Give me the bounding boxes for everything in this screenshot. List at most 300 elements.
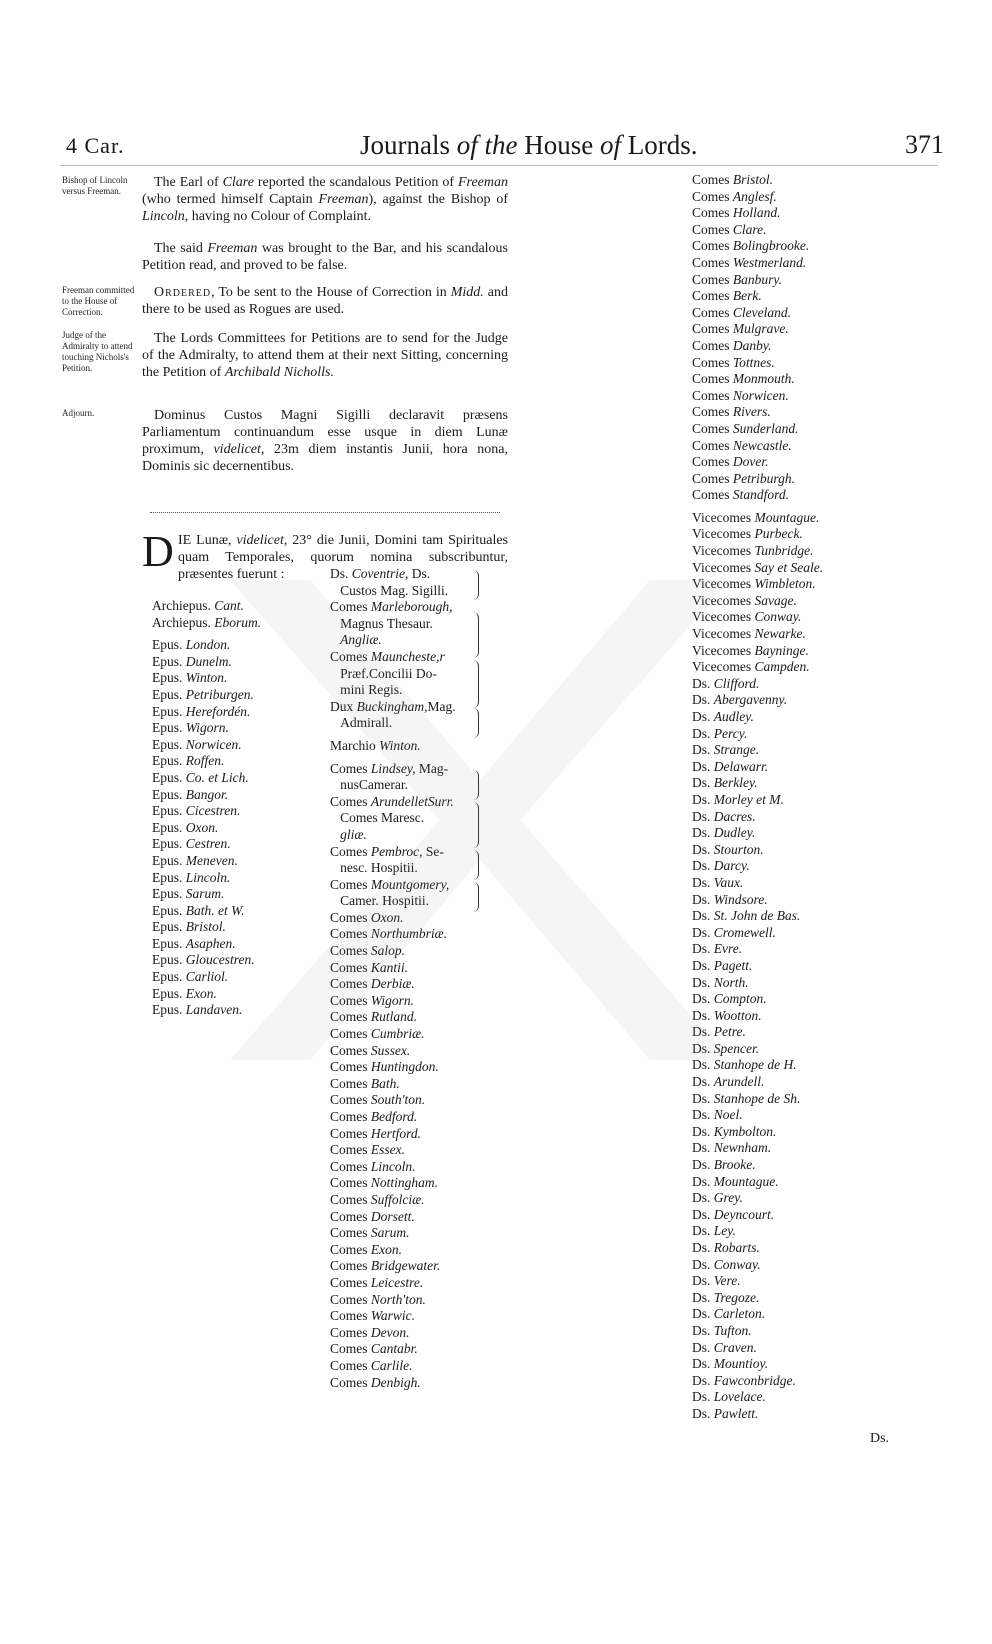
italic-run: Archibald Nicholls. [224,365,334,380]
peer-name: Stourton. [713,841,764,857]
peer-name: Angliæ. [340,632,382,648]
list-item [692,255,823,272]
list-item [330,1159,456,1176]
peer-name: Arundell. [713,1074,765,1090]
peer-name: Rivers. [732,404,771,420]
peer-title: Comes [330,1109,371,1124]
peer-title: Comes [330,1059,371,1075]
list-item [152,687,261,704]
list-item [330,1192,456,1209]
peer-title: Ds. [692,825,714,841]
peer-name: Dover. [732,454,769,470]
peer-name: Bath. [370,1075,400,1091]
peer-name: Bristol. [732,172,774,187]
peer-title: Marchio [330,737,380,753]
peer-name: gliæ. [340,826,367,842]
peer-title [330,827,340,842]
peer-name: Marleborough, [370,599,453,615]
peer-name: Vaux. [713,874,744,890]
peer-title: Comes [692,304,733,320]
peer-title: Vicecomes [692,509,755,525]
peer-name: Bangor. [185,786,229,802]
list-item [692,205,823,222]
list-item [692,189,823,206]
bishops-column [152,598,261,1019]
peer-name: Huntingdon. [370,1059,439,1075]
peer-title [330,583,340,598]
peer-title: Ds. [692,941,714,957]
peer-name: Asaphen. [185,935,236,951]
peer-name: Gloucestren. [185,952,255,968]
peer-name: Bolingbrooke. [732,238,810,254]
peer-title: Ds. [692,692,714,708]
list-item [692,1389,823,1406]
peer-name: Coventrie, [351,566,409,581]
peer-title: Ds. [692,891,714,907]
list-item [330,893,456,910]
text-run: IE Lunæ, [178,533,237,548]
peer-title: Comes [330,1042,371,1058]
peer-name: Darcy. [713,858,750,874]
peer-title: Ds. [692,1024,714,1040]
paragraph [142,330,508,381]
peer-title: Comes [692,337,733,353]
peer-name: Savage. [754,592,797,608]
peer-name: Wootton. [713,1007,762,1023]
list-item [152,787,261,804]
peer-name: Nottingham. [370,1175,439,1191]
peer-title: Comes [330,1009,371,1025]
list-item [330,1092,456,1109]
peer-title: Comes [330,959,371,975]
peer-title: Ds. [692,924,714,940]
peer-title: Epus. [152,952,186,968]
peer-title: Ds. [692,1389,714,1405]
peer-name: Wigorn. [185,720,229,736]
peer-name: Clifford. [713,675,760,691]
italic-run: videlicet, [236,533,288,548]
list-item [330,666,456,683]
peer-office: nesc. Hospitii. [340,860,418,876]
italic-run: Freeman [457,175,508,190]
list-item [692,593,823,610]
list-item [152,720,261,737]
list-item [692,958,823,975]
peer-title: Comes [692,470,733,486]
peer-name: London. [185,637,231,653]
list-item [692,792,823,809]
peer-title: Comes [330,760,371,776]
peer-name: Sarum. [370,1225,410,1241]
peer-title: Comes [330,1374,371,1390]
text-run: Dominus Custos Magni Sigilli declaravit præsens Parliamentum continuandum esse usque in diem Lunæ proximum, [142,408,508,457]
list-item [152,936,261,953]
list-item [692,643,823,660]
list-item [152,853,261,870]
list-item [692,809,823,826]
peer-title: Ds. [692,758,714,774]
peer-title: Ds. [692,1074,714,1090]
margin-note: Adjourn. [62,408,95,418]
list-item [692,709,823,726]
list-item [692,991,823,1008]
peer-title: Ds. [692,1240,714,1255]
peer-office: Admirall. [340,715,393,731]
list-item [692,1174,823,1191]
brace [472,850,479,880]
peer-name: Dacres. [713,808,756,824]
page-number: 371 [905,130,944,159]
peer-name: Exon. [185,985,217,1001]
peer-name: Lincoln. [370,1158,416,1174]
peer-name: Holland. [732,205,781,221]
running-head-left: 4 Car. [66,133,125,158]
brace [472,802,479,848]
peer-title: Ds. [692,1007,714,1023]
list-item [692,1406,823,1423]
brace [472,882,479,912]
text-run: 23° die Junii, Domini tam Spirituales quam Temporales, quorum nomina subscribuntur, præsentes fuerunt : [178,533,508,582]
list-item [692,676,823,693]
list-item [152,770,261,787]
peer-name: Rutland. [370,1009,418,1025]
text-run: and there to be used as Rogues are used. [142,285,508,317]
peer-title: Ds. [692,1090,714,1106]
peer-name: Percy. [713,725,748,741]
peer-office: nusCamerar. [340,777,408,793]
peer-name: Campden. [754,659,810,675]
peer-title: Comes [330,992,371,1008]
peer-name: North. [713,974,749,990]
peer-title: Vicecomes [692,526,755,542]
watermark-cross [190,560,770,1080]
text-run: having no Colour of Complaint. [188,209,372,224]
peer-title: Ds. [692,1322,714,1338]
peer-name: Cicestren. [185,803,241,819]
list-item [692,941,823,958]
peer-title: Epus. [152,786,186,802]
brace [472,570,479,600]
list-item [692,1024,823,1041]
peer-title: Ds. [692,1206,714,1222]
peer-title: Vicecomes [692,559,755,575]
peer-name: Purbeck. [754,526,803,542]
list-item [692,1057,823,1074]
peer-title: Comes [330,909,371,925]
text-run: , To be sent to the House of Correction in [211,285,451,300]
list-item [330,1308,456,1325]
peer-name: Hertford. [370,1125,422,1141]
peer-title: Ds. [692,991,714,1007]
list-item [152,598,261,615]
peer-title: Comes [330,1075,371,1091]
peer-title: Epus. [152,736,186,752]
list-item [692,925,823,942]
list-item [330,583,456,600]
peer-title: Epus. [152,919,186,935]
peer-name: Petriburgh. [732,470,796,486]
peer-title: Epus. [152,653,186,669]
peer-name: Roffen. [185,753,225,769]
peer-name: Bristol. [185,919,226,935]
peer-name: Mountague. [713,1173,779,1189]
list-item [692,321,823,338]
peer-title: Ds. [692,908,714,924]
list-item [330,566,456,583]
list-item [330,877,456,894]
brace [472,770,479,800]
peer-title: Comes [330,976,371,992]
list-item [330,1175,456,1192]
peer-name: Wimbleton. [754,576,816,592]
text-run: reported the scandalous Petition of [253,175,458,190]
peer-name: Bath. et W. [185,902,245,918]
list-item [692,355,823,372]
peer-name: Dorsett. [370,1208,415,1224]
peer-name: Mulgrave. [732,321,789,337]
peer-title: Ds. [692,957,714,973]
peer-title: Comes [330,648,371,664]
peer-title: Epus. [152,902,186,918]
list-item [330,926,456,943]
list-item [692,338,823,355]
peer-title: Epus. [152,703,186,719]
peer-title: Epus. [152,720,186,736]
peer-name: Newnham. [713,1140,772,1156]
peer-name: Dudley. [713,825,756,841]
list-item [692,825,823,842]
peer-title [330,810,340,825]
peer-title: Comes [330,1324,371,1340]
peer-title: Comes [692,437,733,453]
peer-title: Ds. [692,1306,714,1322]
list-item [330,827,456,844]
list-item [692,526,823,543]
peer-title: Epus. [152,969,186,985]
paragraph [142,174,508,225]
peer-name: Carleton. [713,1306,766,1322]
peer-title: Ds. [692,874,714,890]
peer-title: Ds. [692,1289,714,1305]
peer-name: Tottnes. [732,354,775,370]
peer-name: Mauncheste,r [370,648,445,664]
peer-name: Buckingham, [356,698,428,714]
peer-title: Epus. [152,836,186,852]
peer-title: Dux [330,698,357,714]
peer-name: Co. et Lich. [185,769,249,785]
peer-title: Comes [330,1258,371,1274]
list-item [692,1257,823,1274]
list-item [692,726,823,743]
peer-office: Mag- [415,760,449,776]
list-item [330,1209,456,1226]
peer-title: Epus. [152,753,186,769]
peer-title: Comes [692,454,733,470]
peer-name: Cestren. [185,836,231,852]
peer-title: Ds. [692,1223,714,1239]
peer-title: Ds. [692,858,714,874]
italic-run: videlicet, [213,442,265,457]
peer-title: Comes [330,1291,371,1307]
peer-title: Vicecomes [692,543,755,559]
peer-name: Anglesf. [732,188,777,204]
list-item [692,908,823,925]
peer-name: Audley. [713,709,754,724]
peer-name: Devon. [370,1324,410,1340]
peer-name: Stanhope de Sh. [713,1090,801,1106]
peer-name: Standford. [732,487,790,503]
list-item [152,886,261,903]
peer-office: Comes Maresc. [340,810,425,826]
peer-title: Comes [330,599,371,615]
peer-title: Ds. [692,1405,714,1421]
peer-title: Epus. [152,886,186,902]
list-item [330,1341,456,1358]
list-item [330,699,456,716]
peer-name: Windsore. [713,891,768,907]
peer-name: Tunbridge. [754,543,814,559]
list-item [692,1157,823,1174]
list-item [330,1109,456,1126]
list-item [330,976,456,993]
text-run: Ordered [154,285,212,300]
peer-title: Comes [330,1274,371,1290]
peer-title: Epus. [152,769,186,785]
list-item [152,737,261,754]
peer-title: Epus. [152,819,186,835]
peer-office: Custos Mag. Sigilli. [340,582,449,598]
peer-name: Monmouth. [732,371,795,387]
peer-title: Ds. [692,791,714,807]
peer-name: Lovelace. [713,1389,766,1405]
list-item [692,875,823,892]
text-run: (who termed himself Captain [142,192,319,207]
peer-name: Leicestre. [370,1274,424,1290]
peer-title: Comes [692,172,733,187]
list-item [692,1240,823,1257]
list-item [330,1242,456,1259]
peer-name: Dunelm. [185,653,232,669]
list-item [692,1107,823,1124]
peer-title: Comes [692,487,733,503]
list-item [330,910,456,927]
peer-title: Comes [692,221,733,237]
peer-title: Comes [330,943,371,959]
peer-title: Ds. [692,1372,714,1388]
peer-title: Vicecomes [692,592,755,608]
peer-name: Winton. [379,737,421,753]
peer-office: mini Regis. [340,682,403,698]
list-item [692,1190,823,1207]
peer-title: Epus. [152,637,186,653]
peer-name: Sunderland. [732,420,799,436]
peer-title: Vicecomes [692,659,755,675]
list-item [330,1275,456,1292]
peer-name: Berk. [732,288,762,304]
peer-title: Comes [692,321,733,337]
paragraph [142,407,508,475]
peer-name: Oxon. [370,909,404,925]
list-item [692,659,823,676]
peer-title: Ds. [692,1339,714,1355]
list-item [692,222,823,239]
peer-office: Ds. [408,566,431,581]
peer-name: Cant. [214,598,244,613]
list-item [330,810,456,827]
peer-title: Comes [330,1158,371,1174]
peer-title: Comes [330,793,371,809]
peer-name: Cleveland. [732,304,791,320]
peer-title: Archiepus. [152,614,215,630]
peer-name: Bedford. [370,1109,418,1124]
peer-title [330,860,340,875]
list-item [330,1026,456,1043]
peer-name: Mountgomery, [370,876,450,892]
peer-title: Comes [692,254,733,270]
margin-note: Freeman committed to the House of Correction. [62,285,135,317]
peer-title: Epus. [152,803,186,819]
peer-title: Ds. [692,709,714,724]
list-item [330,1358,456,1375]
italic-run: Freeman [207,241,258,256]
italic-run: Freeman [318,192,369,207]
list-item [692,1041,823,1058]
running-head-title: Journals of the House of Lords. [360,130,698,160]
peer-name: Tufton. [713,1322,752,1338]
peer-name: Petriburgen. [185,686,254,702]
list-item [330,860,456,877]
peer-name: Stanhope de H. [713,1057,797,1073]
peer-title [330,632,340,647]
peer-name: Evre. [713,941,743,957]
peer-name: Pawlett. [713,1405,759,1421]
peer-name: Derbiæ. [370,976,415,992]
peer-name: Banbury. [732,271,783,287]
peer-name: Cumbriæ. [370,1026,425,1042]
list-item [330,715,456,732]
peer-title: Comes [692,271,733,287]
list-item [692,305,823,322]
list-item [692,1340,823,1357]
peer-name: Robarts. [713,1240,760,1255]
list-item [330,943,456,960]
list-item [152,969,261,986]
list-item [330,1375,456,1392]
margin-note: Judge of the Admiralty to attend touching Nichols's Petition. [62,330,133,373]
peer-name: Cromewell. [713,924,776,940]
peer-name: South'ton. [370,1092,426,1108]
list-item [692,388,823,405]
list-item [692,272,823,289]
header-rule [60,165,938,166]
list-item [152,753,261,770]
peer-title [330,666,340,681]
list-item [692,1124,823,1141]
list-item [330,1258,456,1275]
list-item [330,1076,456,1093]
list-item [330,1043,456,1060]
peer-title: Ds. [692,808,714,824]
peer-title: Comes [692,238,733,254]
peer-name: Meneven. [185,852,238,868]
peer-title: Vicecomes [692,609,755,625]
peer-title: Comes [692,288,733,304]
brace [472,708,479,738]
peer-title: Comes [692,354,733,370]
peer-title: Ds. [330,566,352,581]
list-item [692,1323,823,1340]
list-item [330,599,456,616]
